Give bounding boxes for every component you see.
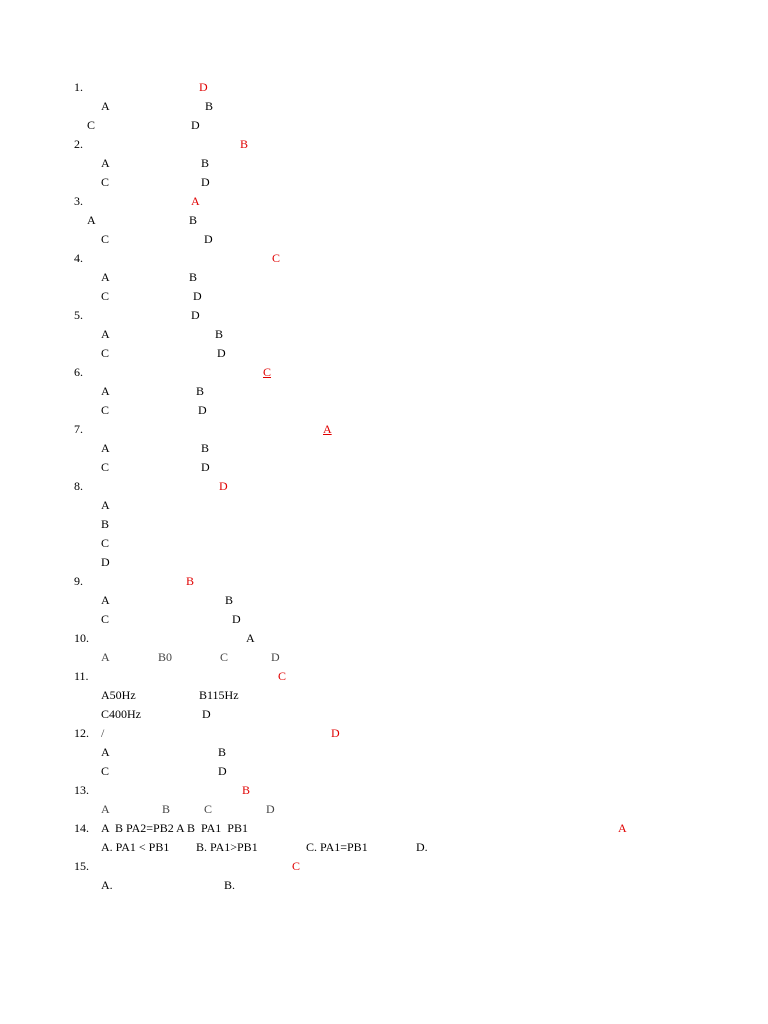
question-number: 8. (74, 479, 83, 493)
question-number: 11. (74, 669, 89, 683)
option: D. (416, 840, 431, 854)
option: C (101, 175, 110, 189)
option: C (220, 650, 229, 664)
option: D (101, 555, 110, 569)
question-number: 7. (74, 422, 83, 436)
question-number: 4. (74, 251, 83, 265)
option: A (101, 498, 110, 512)
option: B. (224, 878, 239, 892)
option: D (202, 707, 211, 721)
option: B (225, 593, 234, 607)
option: B. PA1>PB1 (196, 840, 258, 854)
question-number: 12. (74, 726, 89, 740)
answer-mark: A (191, 194, 200, 208)
answer-mark: C (278, 669, 287, 683)
option: C. PA1=PB1 (306, 840, 368, 854)
answer-mark: D (331, 726, 340, 740)
option: B (162, 802, 171, 816)
option: A (101, 99, 110, 113)
option: C (101, 536, 110, 550)
option: B (218, 745, 227, 759)
question-number: 2. (74, 137, 83, 151)
option: B (101, 517, 110, 531)
question-number: 6. (74, 365, 83, 379)
option: B (215, 327, 224, 341)
option: D (191, 118, 200, 132)
option: C (101, 612, 110, 626)
option: D (217, 346, 226, 360)
question-number: 13. (74, 783, 89, 797)
option: C (101, 764, 110, 778)
option: A50Hz (101, 688, 136, 702)
question-number: 3. (74, 194, 83, 208)
question-number: 10. (74, 631, 89, 645)
option: D (218, 764, 227, 778)
answer-mark: B (242, 783, 251, 797)
option: A (101, 441, 110, 455)
answer-mark: A (323, 422, 332, 436)
option: A (87, 213, 96, 227)
option: D (232, 612, 241, 626)
question-number: 15. (74, 859, 89, 873)
option: B (201, 441, 210, 455)
option: D (198, 403, 207, 417)
answer-mark: A (246, 631, 255, 645)
answer-mark: C (292, 859, 301, 873)
option: C (101, 346, 110, 360)
option: B115Hz (199, 688, 239, 702)
option: D (201, 460, 210, 474)
answer-mark: D (191, 308, 200, 322)
option: C (204, 802, 213, 816)
option: D (204, 232, 213, 246)
option: D (193, 289, 202, 303)
option: A (101, 745, 110, 759)
answer-mark: C (263, 365, 272, 379)
option: B (189, 213, 198, 227)
answer-mark: B (240, 137, 249, 151)
question-stem: / (101, 726, 105, 740)
option: D (201, 175, 210, 189)
answer-mark: A (618, 821, 627, 835)
option: A (101, 327, 110, 341)
option: C (87, 118, 96, 132)
option: B (196, 384, 205, 398)
option: B0 (158, 650, 173, 664)
option: A (101, 802, 110, 816)
question-number: 5. (74, 308, 83, 322)
option: B (205, 99, 214, 113)
option: A (101, 650, 110, 664)
option: D (266, 802, 275, 816)
answer-mark: C (272, 251, 281, 265)
option: B (189, 270, 198, 284)
option: C (101, 403, 110, 417)
answer-mark: D (219, 479, 228, 493)
answer-mark: B (186, 574, 195, 588)
question-number: 14. (74, 821, 89, 835)
option: A (101, 270, 110, 284)
option: A (101, 156, 110, 170)
question-number: 1. (74, 80, 83, 94)
question-stem: A B PA2=PB2 A B PA1 PB1 (101, 821, 251, 835)
option: A. PA1 < PB1 (101, 840, 170, 854)
option: D (271, 650, 280, 664)
answer-mark: D (199, 80, 208, 94)
option: C (101, 460, 110, 474)
option: A (101, 384, 110, 398)
question-number: 9. (74, 574, 83, 588)
option: C (101, 232, 110, 246)
option: A. (101, 878, 116, 892)
option: A (101, 593, 110, 607)
option: C400Hz (101, 707, 141, 721)
option: B (201, 156, 210, 170)
option: C (101, 289, 110, 303)
